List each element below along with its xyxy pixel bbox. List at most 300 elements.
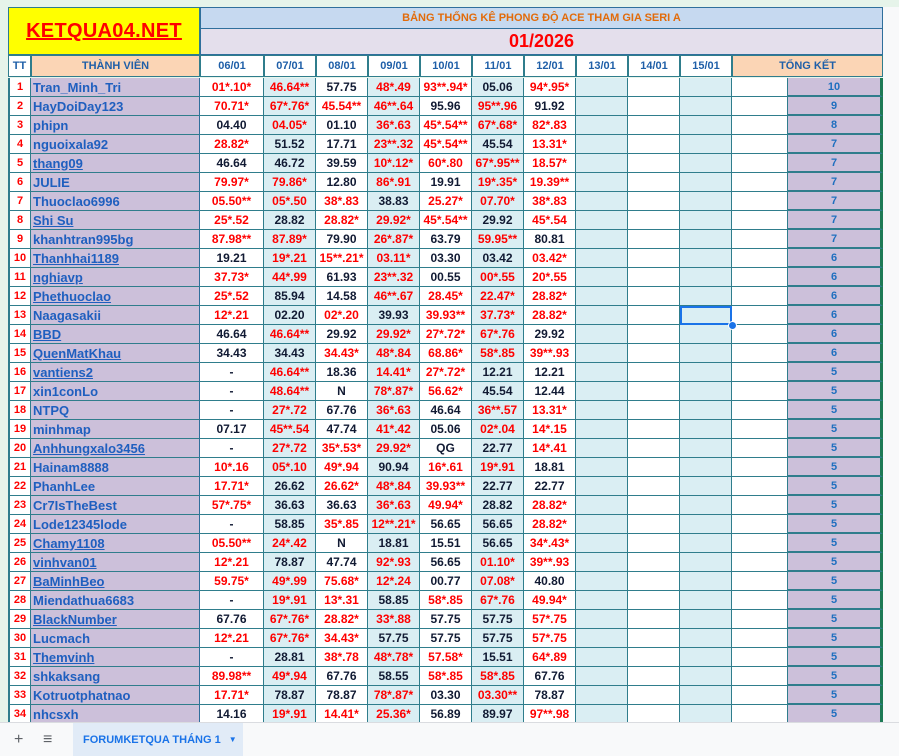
- result-cell[interactable]: [576, 515, 628, 534]
- rank-cell[interactable]: 2: [8, 97, 31, 116]
- rank-cell[interactable]: 6: [8, 173, 31, 192]
- result-cell[interactable]: [628, 572, 680, 591]
- member-name-cell[interactable]: [31, 344, 200, 363]
- result-cell[interactable]: 36.63: [316, 496, 368, 515]
- result-cell[interactable]: 29.92: [472, 211, 524, 230]
- rank-cell[interactable]: 28: [8, 591, 31, 610]
- result-cell[interactable]: [628, 705, 680, 722]
- result-cell[interactable]: [628, 325, 680, 344]
- result-cell[interactable]: 12.21: [524, 363, 576, 382]
- result-cell[interactable]: [576, 211, 628, 230]
- blank-cell[interactable]: [732, 572, 788, 591]
- result-cell[interactable]: -: [200, 382, 264, 401]
- result-cell[interactable]: [628, 344, 680, 363]
- result-cell[interactable]: 19*.35*: [472, 173, 524, 192]
- result-cell[interactable]: 00.77: [420, 572, 472, 591]
- result-cell[interactable]: [628, 287, 680, 306]
- result-cell[interactable]: 58.85: [264, 515, 316, 534]
- rank-cell[interactable]: 10: [8, 249, 31, 268]
- result-cell[interactable]: [680, 382, 732, 401]
- result-cell[interactable]: 63.79: [420, 230, 472, 249]
- result-cell[interactable]: 56.89: [420, 705, 472, 722]
- rank-cell[interactable]: 30: [8, 629, 31, 648]
- result-cell[interactable]: 34.43*: [316, 629, 368, 648]
- rank-cell[interactable]: 33: [8, 686, 31, 705]
- result-cell[interactable]: [680, 439, 732, 458]
- result-cell[interactable]: 10*.12*: [368, 154, 420, 173]
- result-cell[interactable]: 15.51: [472, 648, 524, 667]
- total-cell[interactable]: 5: [788, 496, 883, 515]
- result-cell[interactable]: 58.55: [368, 667, 420, 686]
- result-cell[interactable]: 57.75: [472, 610, 524, 629]
- total-cell[interactable]: 7: [788, 173, 883, 192]
- result-cell[interactable]: 27*.72: [264, 401, 316, 420]
- member-name-cell[interactable]: [31, 686, 200, 705]
- result-cell[interactable]: [576, 534, 628, 553]
- result-cell[interactable]: [576, 135, 628, 154]
- blank-cell[interactable]: [732, 496, 788, 515]
- rank-cell[interactable]: 32: [8, 667, 31, 686]
- result-cell[interactable]: 36*.63: [368, 496, 420, 515]
- result-cell[interactable]: [628, 363, 680, 382]
- result-cell[interactable]: 67*.76*: [264, 610, 316, 629]
- rank-cell[interactable]: 14: [8, 325, 31, 344]
- result-cell[interactable]: [576, 344, 628, 363]
- result-cell[interactable]: 49.94*: [524, 591, 576, 610]
- result-cell[interactable]: 07.70*: [472, 192, 524, 211]
- result-cell[interactable]: [628, 591, 680, 610]
- result-cell[interactable]: 97**.98: [524, 705, 576, 722]
- result-cell[interactable]: [680, 344, 732, 363]
- result-cell[interactable]: [680, 154, 732, 173]
- result-cell[interactable]: 67*.76*: [264, 97, 316, 116]
- result-cell[interactable]: 03.30: [420, 686, 472, 705]
- rank-cell[interactable]: 31: [8, 648, 31, 667]
- total-cell[interactable]: 6: [788, 306, 883, 325]
- member-name-cell[interactable]: [31, 439, 200, 458]
- result-cell[interactable]: 13.31*: [524, 135, 576, 154]
- result-cell[interactable]: [680, 534, 732, 553]
- result-cell[interactable]: 13*.31: [316, 591, 368, 610]
- result-cell[interactable]: 75.68*: [316, 572, 368, 591]
- result-cell[interactable]: [680, 610, 732, 629]
- result-cell[interactable]: 14*.15: [524, 420, 576, 439]
- result-cell[interactable]: 59.95**: [472, 230, 524, 249]
- result-cell[interactable]: 56.62*: [420, 382, 472, 401]
- chevron-down-icon[interactable]: ▼: [228, 735, 237, 744]
- result-cell[interactable]: 57.75: [420, 629, 472, 648]
- result-cell[interactable]: 16*.61: [420, 458, 472, 477]
- member-name-cell[interactable]: [31, 78, 200, 97]
- result-cell[interactable]: 26*.87*: [368, 230, 420, 249]
- result-cell[interactable]: [628, 629, 680, 648]
- result-cell[interactable]: [576, 648, 628, 667]
- result-cell[interactable]: 79.86*: [264, 173, 316, 192]
- member-name-cell[interactable]: [31, 135, 200, 154]
- total-cell[interactable]: 5: [788, 591, 883, 610]
- total-cell[interactable]: 5: [788, 610, 883, 629]
- result-cell[interactable]: [680, 686, 732, 705]
- result-cell[interactable]: [576, 306, 628, 325]
- result-cell[interactable]: 37.73*: [200, 268, 264, 287]
- result-cell[interactable]: [628, 458, 680, 477]
- result-cell[interactable]: 28.81: [264, 648, 316, 667]
- member-name-cell[interactable]: [31, 382, 200, 401]
- total-cell[interactable]: 7: [788, 135, 883, 154]
- result-cell[interactable]: 25.27*: [420, 192, 472, 211]
- result-cell[interactable]: 35*.53*: [316, 439, 368, 458]
- result-cell[interactable]: 45*.54**: [420, 116, 472, 135]
- result-cell[interactable]: 14.16: [200, 705, 264, 722]
- result-cell[interactable]: 12.80: [316, 173, 368, 192]
- blank-cell[interactable]: [732, 420, 788, 439]
- result-cell[interactable]: 22.77: [472, 477, 524, 496]
- result-cell[interactable]: 12*.21: [200, 629, 264, 648]
- result-cell[interactable]: [628, 420, 680, 439]
- result-cell[interactable]: 14.41*: [316, 705, 368, 722]
- total-cell[interactable]: 6: [788, 325, 883, 344]
- result-cell[interactable]: [576, 667, 628, 686]
- result-cell[interactable]: 05.50**: [200, 192, 264, 211]
- rank-cell[interactable]: 7: [8, 192, 31, 211]
- result-cell[interactable]: [576, 116, 628, 135]
- member-name-cell[interactable]: [31, 97, 200, 116]
- member-name-cell[interactable]: [31, 648, 200, 667]
- blank-cell[interactable]: [732, 135, 788, 154]
- result-cell[interactable]: 85.94: [264, 287, 316, 306]
- total-cell[interactable]: 5: [788, 648, 883, 667]
- result-cell[interactable]: [680, 135, 732, 154]
- result-cell[interactable]: [628, 135, 680, 154]
- member-name-cell[interactable]: [31, 230, 200, 249]
- result-cell[interactable]: 28.82*: [316, 610, 368, 629]
- result-cell[interactable]: 80.81: [524, 230, 576, 249]
- member-name-cell[interactable]: [31, 534, 200, 553]
- result-cell[interactable]: 07.08*: [472, 572, 524, 591]
- rank-cell[interactable]: 12: [8, 287, 31, 306]
- result-cell[interactable]: 36.63: [264, 496, 316, 515]
- rank-cell[interactable]: 13: [8, 306, 31, 325]
- result-cell[interactable]: [576, 382, 628, 401]
- result-cell[interactable]: 90.94: [368, 458, 420, 477]
- result-cell[interactable]: 17.71: [316, 135, 368, 154]
- result-cell[interactable]: [628, 268, 680, 287]
- result-cell[interactable]: 86*.91: [368, 173, 420, 192]
- result-cell[interactable]: 40.80: [524, 572, 576, 591]
- result-cell[interactable]: 89.98**: [200, 667, 264, 686]
- result-cell[interactable]: [576, 249, 628, 268]
- result-cell[interactable]: [680, 78, 732, 97]
- blank-cell[interactable]: [732, 249, 788, 268]
- result-cell[interactable]: 13.31*: [524, 401, 576, 420]
- total-cell[interactable]: 5: [788, 572, 883, 591]
- result-cell[interactable]: 02*.04: [472, 420, 524, 439]
- result-cell[interactable]: [628, 230, 680, 249]
- result-cell[interactable]: 19*.91: [472, 458, 524, 477]
- result-cell[interactable]: [680, 496, 732, 515]
- member-name-cell[interactable]: [31, 420, 200, 439]
- result-cell[interactable]: 34.43: [200, 344, 264, 363]
- result-cell[interactable]: 49*.94: [264, 667, 316, 686]
- member-name-cell[interactable]: [31, 268, 200, 287]
- result-cell[interactable]: [628, 439, 680, 458]
- result-cell[interactable]: [628, 553, 680, 572]
- blank-cell[interactable]: [732, 173, 788, 192]
- member-name-cell[interactable]: [31, 287, 200, 306]
- result-cell[interactable]: 56.65: [420, 553, 472, 572]
- result-cell[interactable]: [576, 496, 628, 515]
- blank-cell[interactable]: [732, 154, 788, 173]
- result-cell[interactable]: [680, 325, 732, 344]
- result-cell[interactable]: 19*.91: [264, 705, 316, 722]
- member-name-cell[interactable]: [31, 591, 200, 610]
- result-cell[interactable]: [628, 686, 680, 705]
- result-cell[interactable]: 67*.68*: [472, 116, 524, 135]
- result-cell[interactable]: 39**.93: [524, 553, 576, 572]
- result-cell[interactable]: [680, 515, 732, 534]
- blank-cell[interactable]: [732, 363, 788, 382]
- result-cell[interactable]: [576, 192, 628, 211]
- result-cell[interactable]: 22.77: [472, 439, 524, 458]
- result-cell[interactable]: 25*.52: [200, 287, 264, 306]
- rank-cell[interactable]: 17: [8, 382, 31, 401]
- result-cell[interactable]: 78.87: [316, 686, 368, 705]
- result-cell[interactable]: [628, 192, 680, 211]
- result-cell[interactable]: 67*.95**: [472, 154, 524, 173]
- result-cell[interactable]: 03.42*: [524, 249, 576, 268]
- rank-cell[interactable]: 3: [8, 116, 31, 135]
- result-cell[interactable]: 36*.63: [368, 116, 420, 135]
- blank-cell[interactable]: [732, 591, 788, 610]
- result-cell[interactable]: 03.42: [472, 249, 524, 268]
- total-cell[interactable]: 7: [788, 230, 883, 249]
- result-cell[interactable]: 95**.96: [472, 97, 524, 116]
- result-cell[interactable]: 57.75: [472, 629, 524, 648]
- result-cell[interactable]: 23**.32: [368, 268, 420, 287]
- result-cell[interactable]: 58*.85: [420, 591, 472, 610]
- result-cell[interactable]: 05*.50: [264, 192, 316, 211]
- result-cell[interactable]: 59.75*: [200, 572, 264, 591]
- total-cell[interactable]: 5: [788, 686, 883, 705]
- result-cell[interactable]: 28.45*: [420, 287, 472, 306]
- member-name-cell[interactable]: [31, 667, 200, 686]
- total-cell[interactable]: 5: [788, 439, 883, 458]
- result-cell[interactable]: 01.10*: [472, 553, 524, 572]
- result-cell[interactable]: 49*.94: [316, 458, 368, 477]
- result-cell[interactable]: 10*.16: [200, 458, 264, 477]
- member-name-cell[interactable]: [31, 610, 200, 629]
- rank-cell[interactable]: 1: [8, 78, 31, 97]
- result-cell[interactable]: [576, 572, 628, 591]
- result-cell[interactable]: 49.94*: [420, 496, 472, 515]
- result-cell[interactable]: 56.65: [420, 515, 472, 534]
- result-cell[interactable]: 41*.42: [368, 420, 420, 439]
- result-cell[interactable]: 93**.94*: [420, 78, 472, 97]
- total-cell[interactable]: 7: [788, 154, 883, 173]
- rank-cell[interactable]: 24: [8, 515, 31, 534]
- member-name-cell[interactable]: [31, 458, 200, 477]
- result-cell[interactable]: 25.36*: [368, 705, 420, 722]
- result-cell[interactable]: [680, 249, 732, 268]
- result-cell[interactable]: 12*.21: [200, 553, 264, 572]
- member-name-cell[interactable]: [31, 401, 200, 420]
- result-cell[interactable]: 91.92: [524, 97, 576, 116]
- result-cell[interactable]: -: [200, 439, 264, 458]
- result-cell[interactable]: [628, 249, 680, 268]
- result-cell[interactable]: 79.97*: [200, 173, 264, 192]
- selected-cell[interactable]: [680, 306, 732, 325]
- result-cell[interactable]: [628, 515, 680, 534]
- result-cell[interactable]: -: [200, 591, 264, 610]
- rank-cell[interactable]: 27: [8, 572, 31, 591]
- result-cell[interactable]: 22.47*: [472, 287, 524, 306]
- result-cell[interactable]: 70.71*: [200, 97, 264, 116]
- total-cell[interactable]: 5: [788, 477, 883, 496]
- blank-cell[interactable]: [732, 515, 788, 534]
- rank-cell[interactable]: 25: [8, 534, 31, 553]
- result-cell[interactable]: 46.64**: [264, 325, 316, 344]
- blank-cell[interactable]: [732, 268, 788, 287]
- result-cell[interactable]: 34*.43*: [524, 534, 576, 553]
- result-cell[interactable]: 46.64: [200, 154, 264, 173]
- blank-cell[interactable]: [732, 534, 788, 553]
- add-sheet-icon[interactable]: +: [14, 731, 24, 748]
- result-cell[interactable]: 48.64**: [264, 382, 316, 401]
- member-name-cell[interactable]: [31, 116, 200, 135]
- result-cell[interactable]: 57.75: [420, 610, 472, 629]
- result-cell[interactable]: [680, 401, 732, 420]
- result-cell[interactable]: 28.82*: [200, 135, 264, 154]
- result-cell[interactable]: [680, 572, 732, 591]
- result-cell[interactable]: 39.93: [368, 306, 420, 325]
- result-cell[interactable]: 58*.85: [420, 667, 472, 686]
- result-cell[interactable]: 45*.54**: [420, 211, 472, 230]
- result-cell[interactable]: [680, 420, 732, 439]
- result-cell[interactable]: 18.81: [368, 534, 420, 553]
- result-cell[interactable]: [628, 306, 680, 325]
- result-cell[interactable]: 45.54: [472, 382, 524, 401]
- result-cell[interactable]: 12**.21*: [368, 515, 420, 534]
- result-cell[interactable]: [576, 477, 628, 496]
- rank-cell[interactable]: 5: [8, 154, 31, 173]
- total-cell[interactable]: 5: [788, 420, 883, 439]
- result-cell[interactable]: 56.65: [472, 534, 524, 553]
- result-cell[interactable]: 27*.72: [264, 439, 316, 458]
- result-cell[interactable]: [628, 173, 680, 192]
- result-cell[interactable]: [576, 458, 628, 477]
- rank-cell[interactable]: 18: [8, 401, 31, 420]
- result-cell[interactable]: 58*.85: [472, 344, 524, 363]
- blank-cell[interactable]: [732, 192, 788, 211]
- result-cell[interactable]: 03.30**: [472, 686, 524, 705]
- result-cell[interactable]: 05*.10: [264, 458, 316, 477]
- result-cell[interactable]: 18.36: [316, 363, 368, 382]
- result-cell[interactable]: 95.96: [420, 97, 472, 116]
- result-cell[interactable]: [628, 382, 680, 401]
- result-cell[interactable]: 47.74: [316, 420, 368, 439]
- result-cell[interactable]: [628, 78, 680, 97]
- result-cell[interactable]: 36*.63: [368, 401, 420, 420]
- result-cell[interactable]: 02.20: [264, 306, 316, 325]
- result-cell[interactable]: 57.75: [368, 629, 420, 648]
- blank-cell[interactable]: [732, 553, 788, 572]
- result-cell[interactable]: 29.92: [316, 325, 368, 344]
- blank-cell[interactable]: [732, 648, 788, 667]
- result-cell[interactable]: 57.75: [316, 78, 368, 97]
- blank-cell[interactable]: [732, 382, 788, 401]
- result-cell[interactable]: 04.05*: [264, 116, 316, 135]
- result-cell[interactable]: [680, 458, 732, 477]
- result-cell[interactable]: 28.82: [264, 211, 316, 230]
- result-cell[interactable]: -: [200, 401, 264, 420]
- result-cell[interactable]: [680, 667, 732, 686]
- total-cell[interactable]: 6: [788, 268, 883, 287]
- result-cell[interactable]: 49*.99: [264, 572, 316, 591]
- result-cell[interactable]: [680, 230, 732, 249]
- result-cell[interactable]: 46.72: [264, 154, 316, 173]
- result-cell[interactable]: 00*.55: [472, 268, 524, 287]
- result-cell[interactable]: 28.82*: [524, 287, 576, 306]
- result-cell[interactable]: 38.83: [368, 192, 420, 211]
- result-cell[interactable]: [628, 97, 680, 116]
- result-cell[interactable]: 07.17: [200, 420, 264, 439]
- result-cell[interactable]: 15**.21*: [316, 249, 368, 268]
- result-cell[interactable]: [576, 420, 628, 439]
- member-name-cell[interactable]: [31, 211, 200, 230]
- result-cell[interactable]: [628, 667, 680, 686]
- result-cell[interactable]: [628, 116, 680, 135]
- result-cell[interactable]: 46**.64: [368, 97, 420, 116]
- result-cell[interactable]: 87.89*: [264, 230, 316, 249]
- result-cell[interactable]: 34.43: [264, 344, 316, 363]
- result-cell[interactable]: N: [316, 534, 368, 553]
- result-cell[interactable]: 64*.89: [524, 648, 576, 667]
- result-cell[interactable]: 14.58: [316, 287, 368, 306]
- result-cell[interactable]: 67.76: [316, 667, 368, 686]
- result-cell[interactable]: 46.64**: [264, 78, 316, 97]
- result-cell[interactable]: [576, 363, 628, 382]
- result-cell[interactable]: [628, 477, 680, 496]
- result-cell[interactable]: [576, 325, 628, 344]
- result-cell[interactable]: 17.71*: [200, 686, 264, 705]
- result-cell[interactable]: 48*.49: [368, 78, 420, 97]
- result-cell[interactable]: 44*.99: [264, 268, 316, 287]
- rank-cell[interactable]: 16: [8, 363, 31, 382]
- result-cell[interactable]: [680, 553, 732, 572]
- result-cell[interactable]: 03.30: [420, 249, 472, 268]
- result-cell[interactable]: 82*.83: [524, 116, 576, 135]
- total-cell[interactable]: 7: [788, 211, 883, 230]
- result-cell[interactable]: 26.62*: [316, 477, 368, 496]
- result-cell[interactable]: 58*.85: [472, 667, 524, 686]
- result-cell[interactable]: 12.44: [524, 382, 576, 401]
- member-name-cell[interactable]: [31, 192, 200, 211]
- result-cell[interactable]: 39.93**: [420, 477, 472, 496]
- result-cell[interactable]: [680, 363, 732, 382]
- member-name-cell[interactable]: [31, 629, 200, 648]
- result-cell[interactable]: 19.21: [200, 249, 264, 268]
- result-cell[interactable]: [680, 116, 732, 135]
- result-cell[interactable]: 27*.72*: [420, 325, 472, 344]
- member-name-cell[interactable]: [31, 572, 200, 591]
- blank-cell[interactable]: [732, 705, 788, 722]
- result-cell[interactable]: [680, 192, 732, 211]
- rank-cell[interactable]: 21: [8, 458, 31, 477]
- member-name-cell[interactable]: [31, 306, 200, 325]
- result-cell[interactable]: [628, 496, 680, 515]
- result-cell[interactable]: 37.73*: [472, 306, 524, 325]
- member-name-cell[interactable]: [31, 173, 200, 192]
